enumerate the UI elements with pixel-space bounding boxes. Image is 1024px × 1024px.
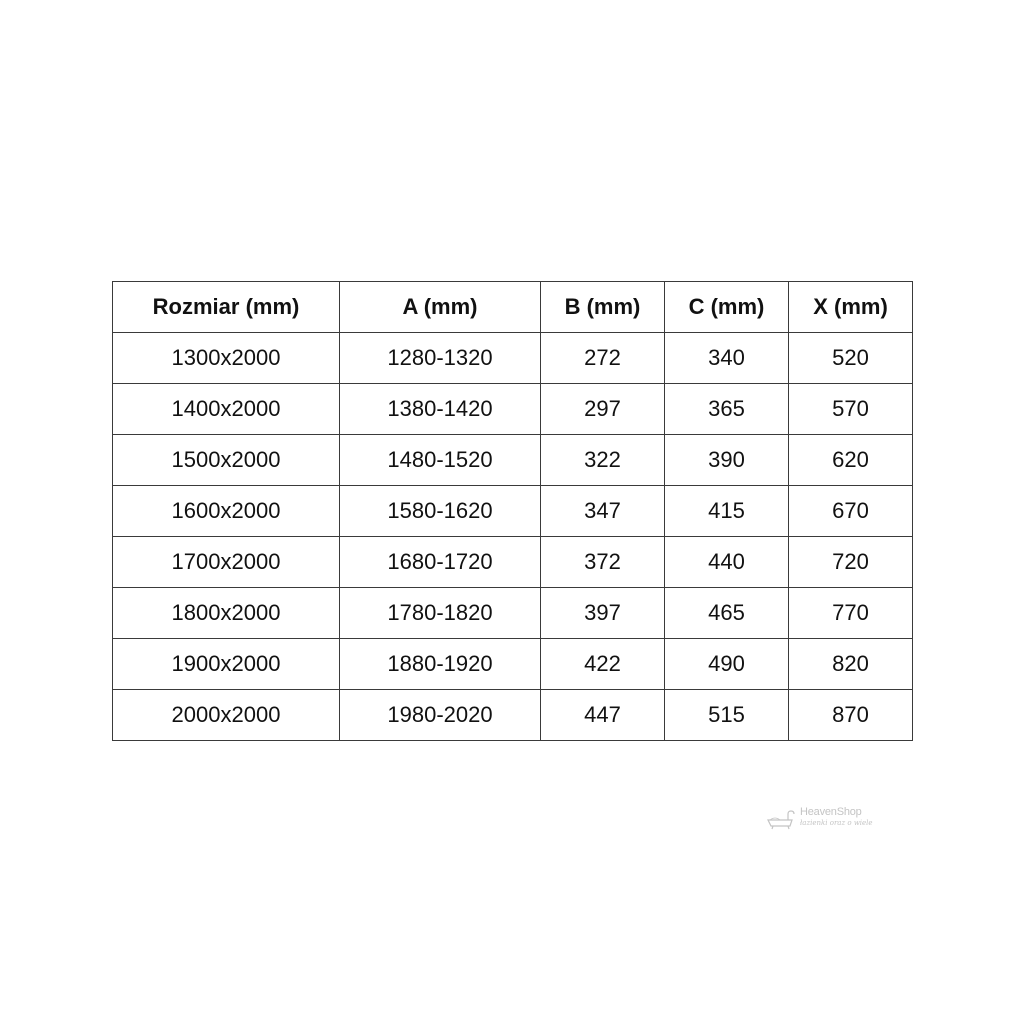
table-row xyxy=(113,639,913,690)
cell-size: 1300x2000 xyxy=(113,333,340,384)
cell-b: 447 xyxy=(541,690,665,741)
watermark-logo xyxy=(766,806,876,832)
cell-size: 1400x2000 xyxy=(113,384,340,435)
cell-b: 347 xyxy=(541,486,665,537)
cell-size: 2000x2000 xyxy=(113,690,340,741)
cell-x: 520 xyxy=(789,333,913,384)
cell-b: 397 xyxy=(541,588,665,639)
header-x: X (mm) xyxy=(789,282,913,333)
watermark-tagline: łazienki oraz o wiele xyxy=(800,819,873,827)
cell-c: 440 xyxy=(665,537,789,588)
table-row xyxy=(113,690,913,741)
header-a: A (mm) xyxy=(340,282,541,333)
cell-c: 490 xyxy=(665,639,789,690)
watermark-name: HeavenShop xyxy=(800,806,862,818)
cell-x: 620 xyxy=(789,435,913,486)
cell-a: 1780-1820 xyxy=(340,588,541,639)
table-row xyxy=(113,384,913,435)
cell-x: 670 xyxy=(789,486,913,537)
table-row xyxy=(113,537,913,588)
cell-c: 340 xyxy=(665,333,789,384)
cell-c: 465 xyxy=(665,588,789,639)
cell-a: 1380-1420 xyxy=(340,384,541,435)
cell-x: 720 xyxy=(789,537,913,588)
cell-a: 1880-1920 xyxy=(340,639,541,690)
cell-c: 415 xyxy=(665,486,789,537)
bathtub-icon xyxy=(766,810,796,830)
cell-size: 1600x2000 xyxy=(113,486,340,537)
cell-b: 422 xyxy=(541,639,665,690)
cell-a: 1980-2020 xyxy=(340,690,541,741)
cell-b: 297 xyxy=(541,384,665,435)
table-row xyxy=(113,486,913,537)
cell-c: 515 xyxy=(665,690,789,741)
dimensions-table xyxy=(112,281,913,741)
cell-b: 322 xyxy=(541,435,665,486)
header-size: Rozmiar (mm) xyxy=(113,282,340,333)
cell-x: 570 xyxy=(789,384,913,435)
header-b: B (mm) xyxy=(541,282,665,333)
cell-size: 1800x2000 xyxy=(113,588,340,639)
cell-a: 1480-1520 xyxy=(340,435,541,486)
cell-c: 365 xyxy=(665,384,789,435)
cell-c: 390 xyxy=(665,435,789,486)
cell-b: 272 xyxy=(541,333,665,384)
table-header-row xyxy=(113,282,913,333)
cell-x: 770 xyxy=(789,588,913,639)
cell-size: 1700x2000 xyxy=(113,537,340,588)
table-row xyxy=(113,435,913,486)
table-row xyxy=(113,333,913,384)
header-c: C (mm) xyxy=(665,282,789,333)
cell-b: 372 xyxy=(541,537,665,588)
cell-a: 1280-1320 xyxy=(340,333,541,384)
cell-a: 1680-1720 xyxy=(340,537,541,588)
cell-x: 870 xyxy=(789,690,913,741)
cell-size: 1900x2000 xyxy=(113,639,340,690)
cell-size: 1500x2000 xyxy=(113,435,340,486)
table-row xyxy=(113,588,913,639)
cell-a: 1580-1620 xyxy=(340,486,541,537)
cell-x: 820 xyxy=(789,639,913,690)
